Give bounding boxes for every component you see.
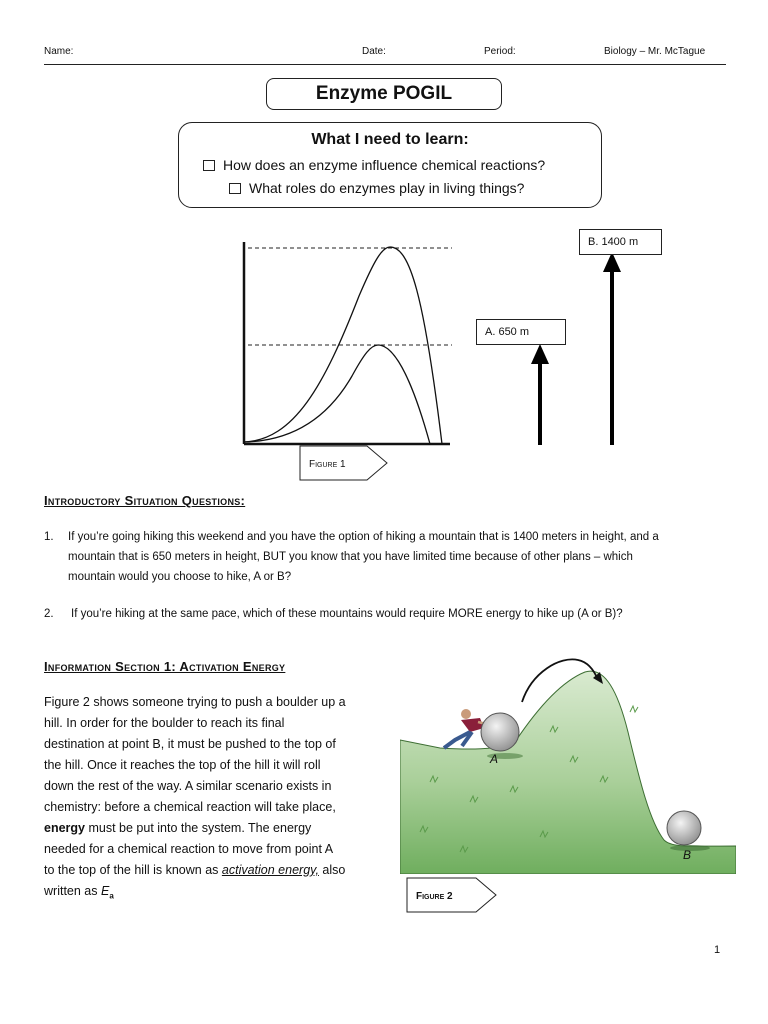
- info-line: Figure 2 shows someone trying to push a boulder up a: [44, 695, 346, 709]
- figure1-graph: [234, 236, 458, 450]
- info-line-start: to the top of the hill is known as: [44, 863, 222, 877]
- learning-goal-text: What roles do enzymes play in living things?: [249, 180, 525, 196]
- info-line: [44, 881, 389, 907]
- header-rule: [44, 64, 726, 65]
- question-1-line: mountain that is 650 meters in height, BUT you know that you have limited time because of other plans – which: [68, 551, 633, 563]
- page-title: Enzyme POGIL: [266, 78, 502, 110]
- activation-energy-term: activation energy,: [221, 863, 319, 877]
- learning-goal-text: How does an enzyme influence chemical reactions?: [223, 157, 546, 173]
- energy-keyword: energy: [44, 821, 85, 835]
- boulder-b: [667, 811, 701, 845]
- info-line-rest: must be put into the system. The energy: [85, 821, 312, 835]
- point-b-label: B: [683, 848, 692, 862]
- info-line: [44, 818, 389, 839]
- person-pushing: [444, 709, 486, 748]
- question-1-line: mountain would you choose to hike, A or B?: [68, 571, 292, 583]
- figure1-label: Figure 1: [309, 459, 346, 470]
- learning-goal-item: [229, 180, 524, 196]
- activation-energy-subscript: a: [109, 891, 114, 901]
- mountain-b-label: B. 1400 m: [579, 229, 662, 255]
- figure2-label: Figure 2: [416, 891, 453, 902]
- info-line: the hill. Once it reaches the top of the hill it will roll: [44, 758, 321, 772]
- info-line: hill. In order for the boulder to reach its final: [44, 716, 285, 730]
- period-label: Period:: [484, 46, 516, 57]
- checkbox-icon[interactable]: [203, 160, 215, 171]
- info-line-end: also: [318, 863, 346, 877]
- info-line-start: written as: [44, 884, 101, 898]
- figure1-tag: [299, 445, 389, 481]
- height-arrows: [524, 252, 630, 448]
- info-section-heading: Information Section 1: Activation Energy: [44, 659, 286, 674]
- mountain-a-label: A. 650 m: [476, 319, 566, 345]
- checkbox-icon[interactable]: [229, 183, 241, 194]
- page-number: 1: [714, 944, 721, 956]
- learning-goals-box: [178, 122, 602, 208]
- learning-goals-heading: What I need to learn:: [311, 131, 469, 148]
- info-line: [44, 860, 389, 881]
- arrow-a-head: [531, 344, 549, 364]
- date-label: Date:: [362, 46, 386, 57]
- arrow-b-head: [603, 252, 621, 272]
- question-number: 1.: [44, 531, 54, 543]
- intro-heading: Introductory Situation Questions:: [44, 493, 246, 508]
- figure2-illustration: [400, 652, 736, 874]
- question-number: 2.: [44, 608, 54, 620]
- question-1-line: If you’re going hiking this weekend and you have the option of hiking a mountain that is 1400 meters in height, and a: [68, 531, 659, 543]
- info-line: chemistry: before a chemical reaction will take place,: [44, 800, 336, 814]
- info-line: destination at point B, it must be pushed to the top of: [44, 737, 336, 751]
- boulder-a: [481, 713, 519, 751]
- course-label: Biology – Mr. McTague: [604, 46, 706, 57]
- figure2-tag: [406, 877, 498, 913]
- info-paragraph: [44, 692, 389, 907]
- graph-low-curve: [244, 345, 430, 444]
- info-line: needed for a chemical reaction to move from point A: [44, 842, 334, 856]
- question-2-text: If you’re hiking at the same pace, which of these mountains would require MORE energy to hike up (A or B)?: [71, 608, 623, 620]
- name-label: Name:: [44, 46, 74, 57]
- point-a-label: A: [490, 752, 499, 766]
- info-line: down the rest of the way. A similar scenario exists in: [44, 779, 332, 793]
- activation-energy-symbol: E: [100, 884, 110, 898]
- learning-goal-item: [203, 157, 545, 173]
